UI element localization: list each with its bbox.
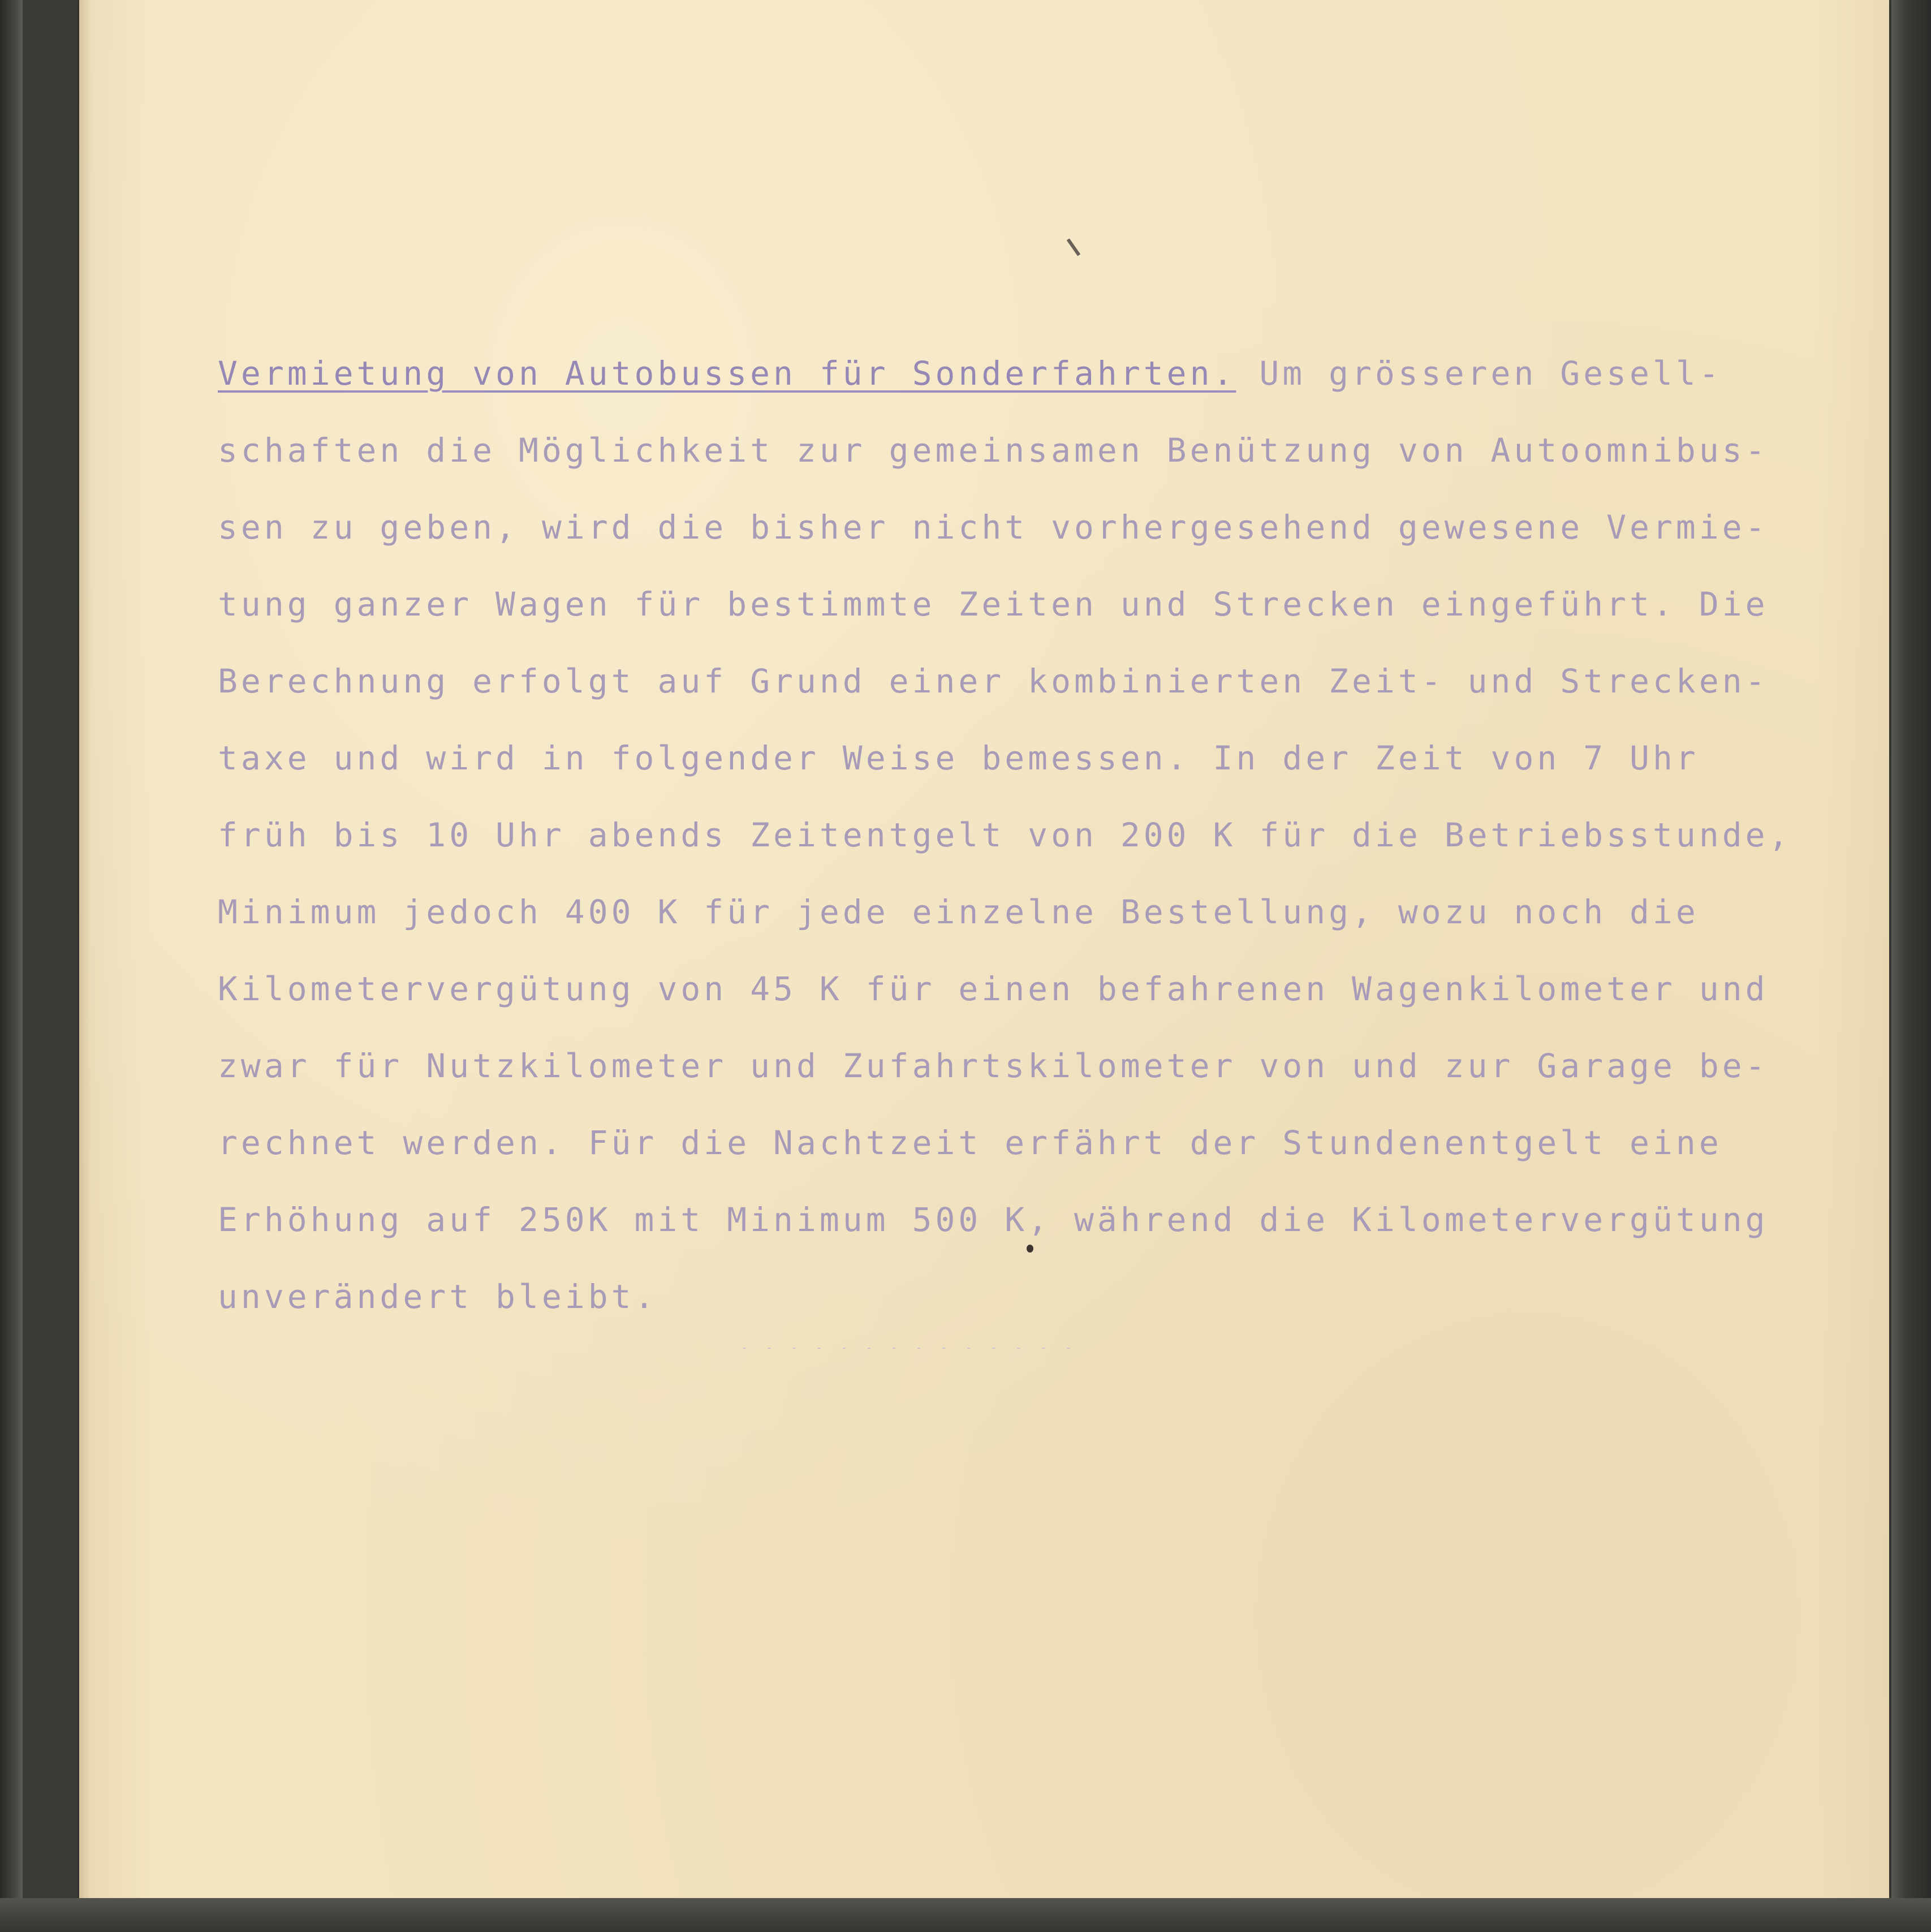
section-heading: Vermietung von Autobussen für Sonderfahrten. bbox=[218, 354, 1236, 393]
paragraph-line-6: taxe und wird in folgender Weise bemessen. In der Zeit von 7 Uhr bbox=[218, 739, 1699, 777]
paragraph-line-5: Berechnung erfolgt auf Grund einer kombinierten Zeit- und Strecken- bbox=[218, 662, 1769, 700]
paragraph-line-2: schaften die Möglichkeit zur gemeinsamen Benützung von Autoomnibus- bbox=[218, 431, 1769, 470]
scan-border-left bbox=[0, 0, 23, 1932]
paragraph-line-1 bbox=[218, 335, 1869, 412]
paper-sheet bbox=[79, 0, 1889, 1901]
paragraph-line-9: Kilometervergütung von 45 K für einen befahrenen Wagenkilometer und bbox=[218, 970, 1769, 1008]
paragraph-line-12: Erhöhung auf 250K mit Minimum 500 K, während die Kilometervergütung bbox=[218, 1200, 1769, 1239]
ink-mark bbox=[1067, 238, 1080, 256]
paragraph-line-8: Minimum jedoch 400 K für jede einzelne Bestellung, wozu noch die bbox=[218, 893, 1699, 931]
faint-separator: - - - - - - - - - - - - - - bbox=[741, 1341, 1078, 1352]
paper-fold-shadow bbox=[79, 0, 92, 1901]
paragraph-line-11: rechnet werden. Für die Nachtzeit erfährt der Stundenentgelt eine bbox=[218, 1124, 1722, 1162]
paragraph-line-4: tung ganzer Wagen für bestimmte Zeiten und Strecken eingeführt. Die bbox=[218, 585, 1769, 623]
paragraph-line-10: zwar für Nutzkilometer und Zufahrtskilometer von und zur Garage be- bbox=[218, 1047, 1769, 1085]
paragraph-line-7: früh bis 10 Uhr abends Zeitentgelt von 200 K für die Betriebsstunde, bbox=[218, 816, 1792, 854]
scan-border-bottom bbox=[0, 1898, 1931, 1932]
scan-border-right bbox=[1891, 0, 1931, 1932]
line-text: Um grösseren Gesell- bbox=[1236, 354, 1722, 393]
typed-paragraph bbox=[218, 335, 1869, 1335]
paragraph-line-3: sen zu geben, wird die bisher nicht vorhergesehend gewesene Vermie- bbox=[218, 508, 1769, 547]
paragraph-line-13: unverändert bleibt. bbox=[218, 1277, 658, 1316]
